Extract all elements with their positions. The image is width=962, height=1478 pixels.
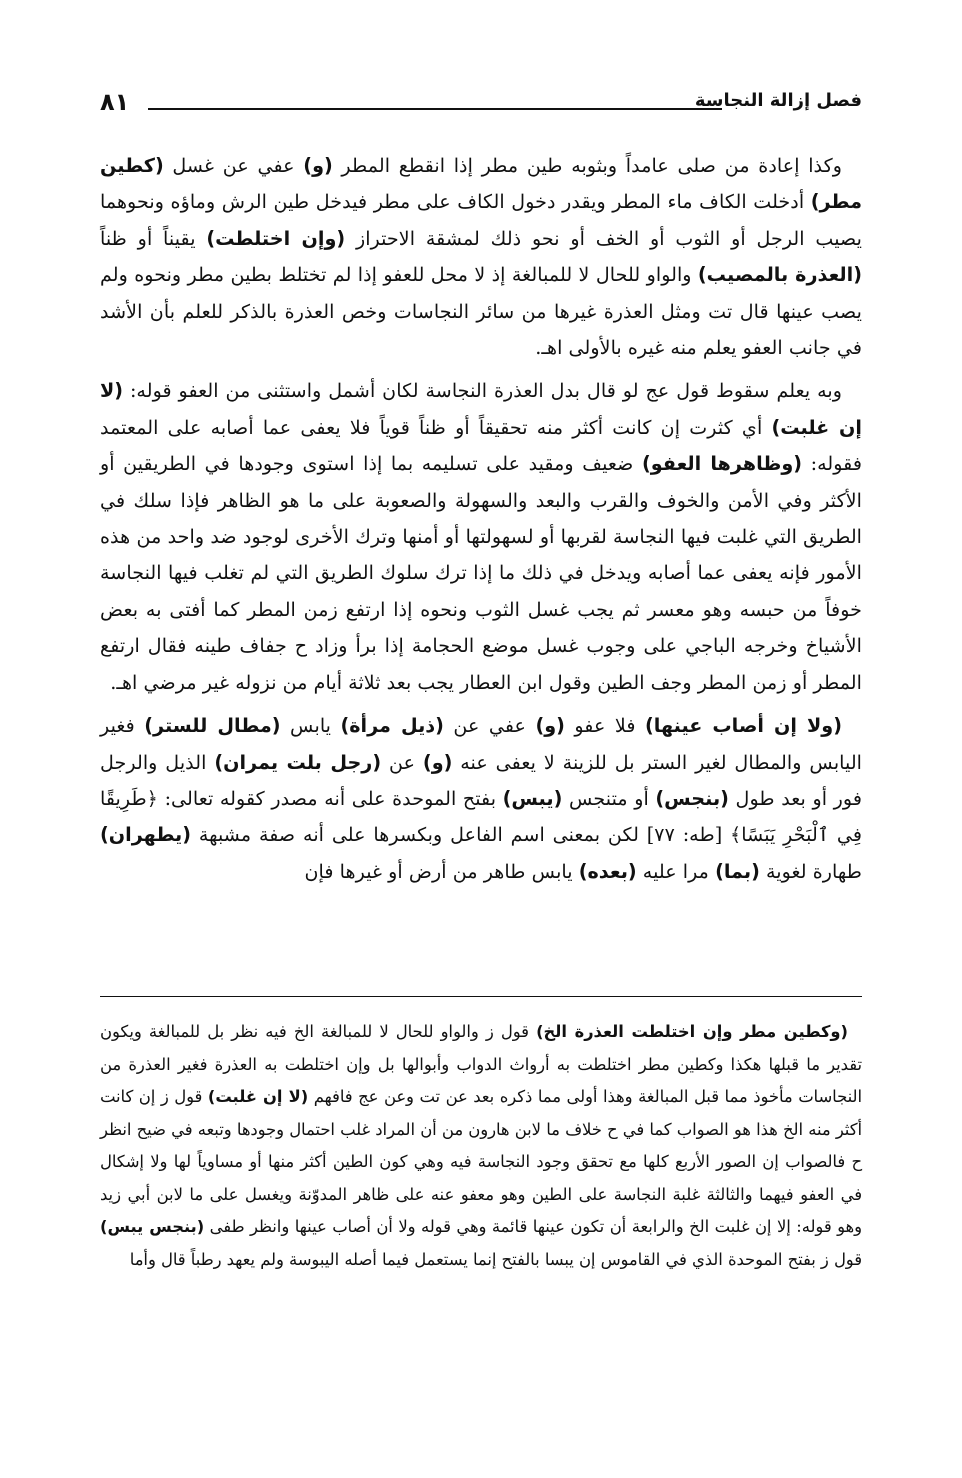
bold-term: (وإن اختلطت)	[206, 226, 346, 250]
text-run: قول ز إن كانت أكثر منه الخ هذا هو الصواب كما في ح خلاف ما لابن هارون من أن المراد غلب احتمال وجودها وتبعه في ضيح انظر ح فالصواب إن الصور الأربع كلها مع تحقق وجود النجاسة فيه وهي كون الطين أكثر منها أو مساوياً لها ولا إشكال في العفو فيهما والثالثة غلبة النجاسة على الطين وهو معفو عنه على ظاهر المدوّنة ويغسل على ما لابن أبي زيد وهو قوله: إلا إن غلبت الخ والرابعة أن تكون عينها قائمة وهي قوله ولا أن أصاب عينها وانظر طفى	[100, 1087, 862, 1236]
bold-term: (لا إن غلبت)	[207, 1087, 309, 1106]
main-paragraph	[100, 148, 862, 366]
text-run: طهارة لغوية	[759, 859, 862, 883]
bold-term: (العذرة بالمصيب)	[697, 263, 862, 287]
text-run: فلا عفو	[564, 714, 645, 738]
bold-term: (رجل بلت يمران)	[214, 750, 382, 774]
bold-term: (ولا إن أصاب عينها)	[644, 714, 842, 738]
bold-term: (بما)	[715, 859, 760, 883]
text-run: يابس	[280, 714, 341, 738]
bold-term: (يبس)	[502, 786, 563, 810]
bold-term: (بنجس)	[655, 786, 729, 810]
bold-term: (يطهران)	[100, 823, 191, 847]
bold-term: (وظاهرها العفو)	[641, 452, 803, 476]
text-run: مرا عليه	[636, 859, 716, 883]
text-run: أو متنجس	[562, 786, 656, 810]
text-run: الذيل والرجل فور أو بعد طول	[100, 750, 862, 810]
bold-term: (لا إن غلبت)	[100, 379, 862, 439]
text-run: بفتح الموحدة على أنه مصدر كقوله تعالى: ﴿طَرِيقًا فِي ٱلْبَحْرِ يَبَسًا﴾ [طه: ٧٧] لكن بمعنى اسم الفاعل وبكسرها على أنه صفة مشبهة	[100, 786, 863, 847]
text-run: قول ز بفتح الموحدة الذي في القاموس إن يبسا بالفتح إنما يستعمل فيما أصله اليبوسة ولم يعهد رطباً قال وأما	[129, 1249, 862, 1269]
footnote	[100, 1016, 862, 1276]
text-run: وبه يعلم سقوط قول عج لو قال بدل العذرة النجاسة لكان أشمل واستثنى من العفو قوله:	[123, 379, 842, 403]
bold-term: (و)	[535, 714, 565, 738]
bold-term: (مطال للستر)	[144, 714, 281, 738]
bold-term: (وكطين مطر وإن اختلطت العذرة الخ)	[536, 1022, 848, 1041]
main-text	[100, 148, 862, 890]
bold-term: (كطين مطر)	[100, 154, 862, 214]
text-run: يقيناً أو ظناً	[100, 226, 207, 250]
bold-term: (و)	[303, 154, 333, 177]
footnote-paragraph	[100, 1016, 862, 1276]
bold-term: (و)	[422, 750, 453, 774]
text-run: وكذا إعادة من صلى عامداً وبثوبه طين مطر إذا انقطع المطر	[332, 154, 842, 177]
text-run: أدخلت الكاف ماء المطر ويقدر دخول الكاف على مطر فيدخل طين الرش وماؤه ونحوهما يصيب الرجل أو الثوب أو الخف أو نحو ذلك لمشقة الاحتراز	[100, 190, 862, 250]
footnote-separator	[100, 996, 862, 997]
text-run: أي كثرت إن كانت أكثر منه تحقيقاً أو ظناً قوياً فلا يعفى عما أصابه على المعتمد فقوله:	[100, 415, 862, 476]
bold-term: (ذيل مرأة)	[340, 714, 444, 738]
text-run: عن	[381, 750, 423, 774]
text-run: والواو للحال لا للمبالغة إذ لا محل للعفو إذا لم تختلط بطين مطر ونحوه ولم يصب عينها قال تت ومثل العذرة غيرها من سائر النجاسات وخص العذرة بالذكر للعلم بأن الأشد في جانب العفو يعلم منه غيره بالأولى اهـ.	[100, 263, 862, 360]
text-run: عفي عن غسل	[163, 154, 304, 177]
bold-term: (بعده)	[578, 859, 637, 883]
text-run: يابس طاهر من أرض أو غيرها فإن	[304, 859, 579, 883]
page-number: ٨١	[100, 88, 130, 116]
header-rule	[148, 108, 722, 110]
main-paragraph	[100, 708, 862, 890]
running-title: فصل إزالة النجاسة	[694, 90, 862, 111]
main-paragraph	[100, 373, 862, 701]
text-run: فغير اليابس والمطال لغير الستر بل للزينة لا يعفى عنه	[100, 714, 862, 774]
bold-term: (بنجس يبس)	[100, 1217, 205, 1236]
text-run: قول ز والواو للحال لا للمبالغة الخ فيه نظر بل للمبالغة ويكون تقدير ما قبلها هكذا وكطين مطر اختلطت به أرواث الدواب وأبوالها بل وإن اختلطت به العذرة فغير العذرة من النجاسات مأخوذ مما قبل المبالغة وهذا أولى مما ذكره بعد عن تت وعن عج فافهم	[100, 1022, 862, 1106]
page-header	[100, 86, 862, 120]
text-run: ضعيف ومقيد على تسليمه بما إذا استوى وجودها في الطريقين أو الأكثر وفي الأمن والخوف والقرب والبعد والسهولة والصعوبة على ما هو الظاهر فإذا سلك في الطريق التي غلبت فيها النجاسة لقربها أو لسهولتها أو أمنها وترك الأخرى لوجود ضد واحد من هذه الأمور فإنه يعفى عما أصابه ويدخل في ذلك ما إذا ترك سلوك الطريق التي لم تغلب فيها النجاسة خوفاً من حبسه وهو معسر ثم يجب غسل الثوب ونحوه إذا ارتفع زمن المطر كما أفتى به بعض الأشياخ وخرجه الباجي على وجوب غسل موضع الحجامة إذا برأ وزاد ح جفاف طينه فقال ارتفع المطر أو زمن المطر وجف الطين وقول ابن العطار يجب بعد ثلاثة أيام من نزوله غير مرضي اهـ.	[100, 452, 862, 694]
text-run: عفي عن	[443, 714, 536, 738]
